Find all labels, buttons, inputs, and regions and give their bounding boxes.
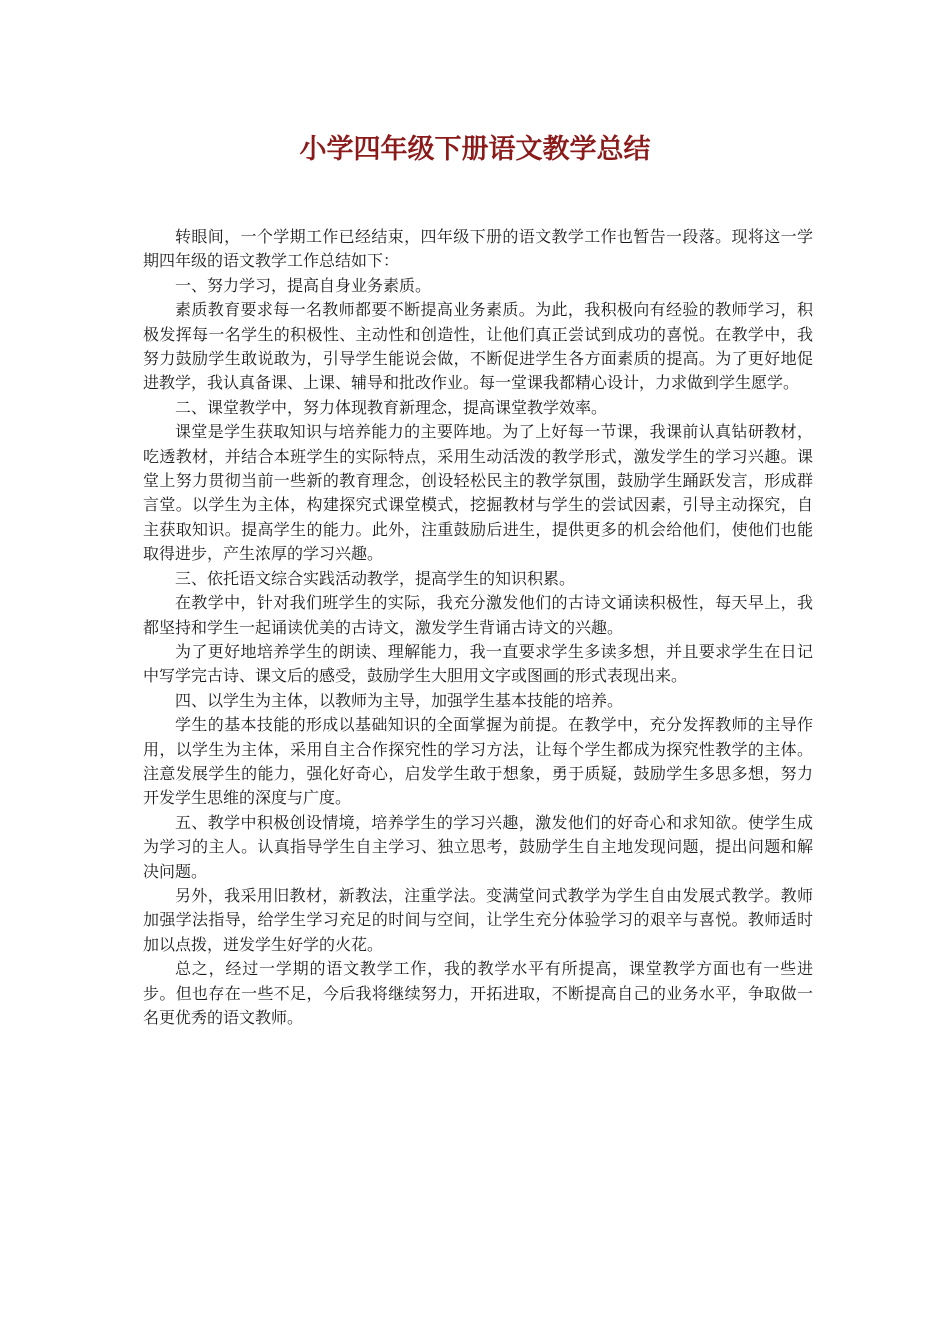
paragraph-section-4: 学生的基本技能的形成以基础知识的全面掌握为前提。在教学中，充分发挥教师的主导作用，以学生为主体，采用自主合作探究性的学习方法，让每个学生都成为探究性教学的主体。注意发展学生的能力，强化好奇心，启发学生敢于想象，勇于质疑，鼓励学生多思多想，努力开发学生思维的深度与广度。 <box>143 715 813 808</box>
paragraph-section-3a: 在教学中，针对我们班学生的实际，我充分激发他们的古诗文诵读积极性，每天早上，我都坚持和学生一起诵读优美的古诗文，激发学生背诵古诗文的兴趣。 <box>143 593 813 637</box>
paragraph-section-3b: 为了更好地培养学生的朗读、理解能力，我一直要求学生多读多想，并且要求学生在日记中写学完古诗、课文后的感受，鼓励学生大胆用文字或图画的形式表现出来。 <box>143 641 813 686</box>
section-heading-2: 二、课堂教学中，努力体现教育新理念，提高课堂教学效率。 <box>175 397 608 417</box>
paragraph-intro: 转眼间，一个学期工作已经结束，四年级下册的语文教学工作也暂告一段落。现将这一学期四年级的语文教学工作总结如下： <box>143 227 813 271</box>
section-heading-1: 一、努力学习，提高自身业务素质。 <box>175 275 432 295</box>
document-title: 小学四年级下册语文教学总结 <box>299 134 651 165</box>
paragraph-conclusion: 总之，经过一学期的语文教学工作，我的教学水平有所提高，课堂教学方面也有一些进步。但也存在一些不足，今后我将继续努力，开拓进取，不断提高自己的业务水平，争取做一名更优秀的语文教师。 <box>143 959 813 1027</box>
paragraph-section-1: 素质教育要求每一名教师都要不断提高业务素质。为此，我积极向有经验的教师学习，积极发挥每一名学生的积极性、主动性和创造性，让他们真正尝试到成功的喜悦。在教学中，我努力鼓励学生敢说敢为，引导学生能说会做，不断促进学生各方面素质的提高。为了更好地促进教学，我认真备课、上课、辅导和批改作业。每一堂课我都精心设计，力求做到学生愿学。 <box>143 300 813 393</box>
paragraph-section-2: 课堂是学生获取知识与培养能力的主要阵地。为了上好每一节课，我课前认真钻研教材，吃透教材，并结合本班学生的实际特点，采用生动活泼的教学形式，激发学生的学习兴趣。课堂上努力贯彻当前一些新的教育理念，创设轻松民主的教学氛围，鼓励学生踊跃发言，形成群言堂。以学生为主体，构建探究式课堂模式，挖掘教材与学生的尝试因素，引导主动探究，自主获取知识。提高学生的能力。此外，注重鼓励后进生，提供更多的机会给他们，使他们也能取得进步，产生浓厚的学习兴趣。 <box>143 422 813 564</box>
paragraph-additional: 另外，我采用旧教材，新教法，注重学法。变满堂问式教学为学生自由发展式教学。教师加强学法指导，给学生学习充足的时间与空间，让学生充分体验学习的艰辛与喜悦。教师适时加以点拨，迸发学生好学的火花。 <box>143 885 813 954</box>
paragraph-section-5: 五、教学中积极创设情境，培养学生的学习兴趣，激发他们的好奇心和求知欲。使学生成为学习的主人。认真指导学生自主学习、独立思考，鼓励学生自主地发现问题，提出问题和解决问题。 <box>143 812 813 881</box>
section-heading-4: 四、以学生为主体，以教师为主导，加强学生基本技能的培养。 <box>175 690 624 710</box>
document-body <box>143 225 813 1030</box>
section-heading-3: 三、依托语文综合实践活动教学，提高学生的知识积累。 <box>175 568 576 588</box>
